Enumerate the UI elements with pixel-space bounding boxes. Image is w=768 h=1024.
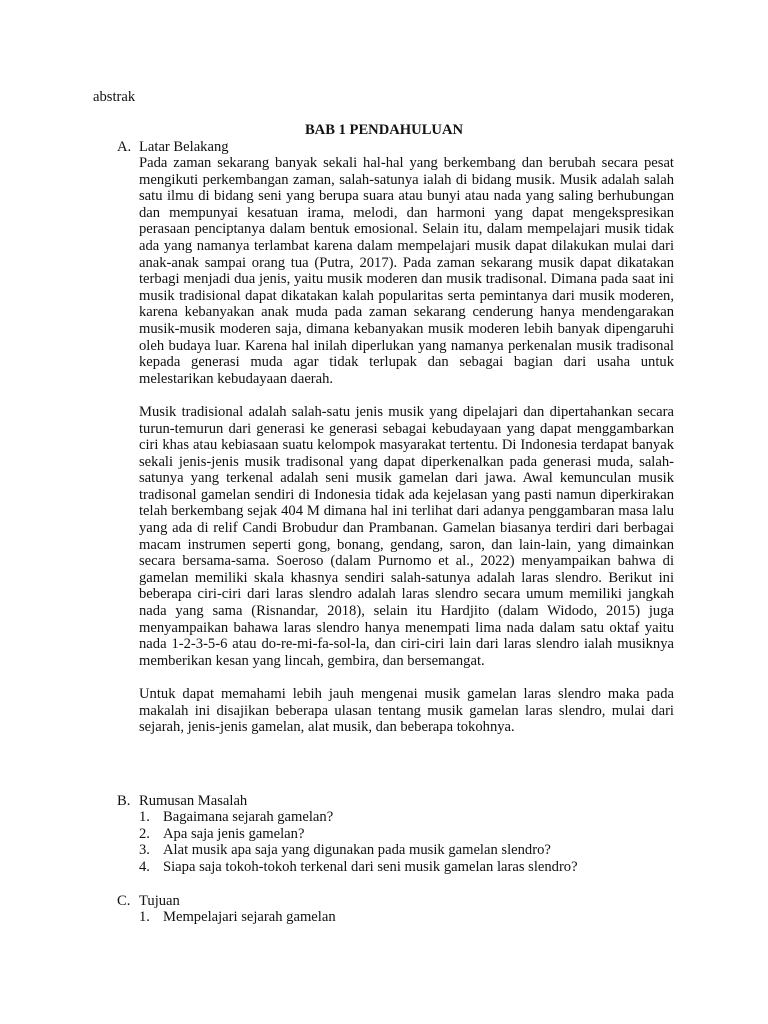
- list-item: [139, 842, 578, 859]
- section-a-title: Latar Belakang: [139, 139, 229, 155]
- list-item: [139, 909, 336, 926]
- list-item: [139, 809, 578, 826]
- section-b-title: Rumusan Masalah: [139, 793, 248, 809]
- list-item-text: Apa saja jenis gamelan?: [163, 825, 305, 842]
- paragraph-3: Untuk dapat memahami lebih jauh mengenai musik gamelan laras slendro maka pada makalah ini disajikan beberapa ulasan tentang musik gamelan laras slendro, mulai dari sejarah, jenis-jenis gamelan, alat musik, dan beberapa tokohnya.: [139, 686, 674, 736]
- section-c-title: Tujuan: [139, 893, 180, 909]
- section-b-letter: B.: [117, 793, 131, 809]
- list-item: [139, 826, 578, 843]
- list-item-text: Alat musik apa saja yang digunakan pada musik gamelan slendro?: [163, 842, 551, 859]
- list-item-text: Mempelajari sejarah gamelan: [163, 909, 336, 925]
- rumusan-masalah-list: [139, 809, 578, 875]
- list-item-text: Bagaimana sejarah gamelan?: [163, 809, 334, 825]
- list-item-text: Siapa saja tokoh-tokoh terkenal dari seni musik gamelan laras slendro?: [163, 858, 578, 875]
- list-item-number: 1.: [139, 909, 150, 925]
- abstrak-label: abstrak: [93, 89, 136, 105]
- tujuan-list: [139, 909, 336, 926]
- section-a-letter: A.: [117, 139, 132, 155]
- list-item: [139, 859, 578, 876]
- paragraph-2: Musik tradisional adalah salah-satu jenis musik yang dipelajari dan dipertahankan secara turun-temurun dari generasi ke generasi sebagai kebudayaan yang dapat menggambarkan ciri khas atau kebiasaan suatu kelompok masyarakat tertentu. Di Indonesia terdapat banyak sekali jenis-jenis musik tradisonal yang dapat diperkenalkan pada generasi muda, salah-satunya yang terkenal adalah seni musik gamelan dari jawa. Awal kemunculan musik tradisonal gamelan sendiri di Indonesia tidak ada kejelasan yang pasti namun diperkirakan telah berkembang sejak 404 M dimana hal ini terlihat dari adanya penggambaran masa lalu yang ada di relif Candi Brobudur dan Prambanan. Gamelan biasanya terdiri dari berbagai macam instrumen seperti gong, bonang, gendang, saron, dan lain-lain, yang dimainkan secara bersama-sama. Soeroso (dalam Purnomo et al., 2022) menyampaikan bahwa di gamelan memiliki skala khasnya sendiri salah-satunya adalah laras slendro. Berikut ini beberapa ciri-ciri dari laras slendro adalah laras slendro secara umum memiliki jangkah nada yang sama (Risnandar, 2018), selain itu Hardjito (dalam Widodo, 2015) juga menyampaikan bahawa laras slendro hanya menempati lima nada dalam satu oktaf yaitu nada 1-2-3-5-6 atau do-re-mi-fa-sol-la, dan ciri-ciri lain dari laras slendro ialah musiknya memberikan kesan yang lincah, gembira, dan bersemangat.: [139, 403, 674, 669]
- section-c-letter: C.: [117, 893, 131, 909]
- section-a-body: [139, 155, 674, 736]
- list-item-number: 4.: [139, 858, 150, 875]
- paragraph-1: Pada zaman sekarang banyak sekali hal-hal yang berkembang dan berubah secara pesat mengikuti perkembangan zaman, salah-satunya ialah di bidang musik. Musik adalah salah satu ilmu di bidang seni yang berupa suara atau bunyi atau nada yang saling berhubungan dan mempunyai kesatuan irama, melodi, dan harmoni yang dapat mengekspresikan perasaan penciptanya dalam bentuk emosional. Selain itu, dalam mempelajari musik tidak ada yang namanya terlambat karena dalam mempelajari musik dapat dilakukan mulai dari anak-anak sampai orang tua (Putra, 2017). Pada zaman sekarang musik dapat dikatakan terbagi menjadi dua jenis, yaitu musik moderen dan musik tradisonal. Dimana pada saat ini musik tradisional dapat dikatakan kalah popularitas serta pemintanya dari musik moderen, karena kebanyakan anak muda pada zaman sekarang cenderung hanya mendengarakan musik-musik moderen saja, dimana kebanyakan musik moderen lebih banyak dipengaruhi oleh budaya luar. Karena hal inilah diperlukan yang namanya perkenalan musik tradisonal kepada generasi muda agar tidak terlupak dan sebagai bagian dari usaha untuk melestarikan kebudayaan daerah.: [139, 155, 674, 387]
- list-item-number: 3.: [139, 842, 150, 859]
- chapter-title: BAB 1 PENDAHULUAN: [304, 122, 464, 138]
- list-item-number: 2.: [139, 825, 150, 842]
- list-item-number: 1.: [139, 809, 150, 825]
